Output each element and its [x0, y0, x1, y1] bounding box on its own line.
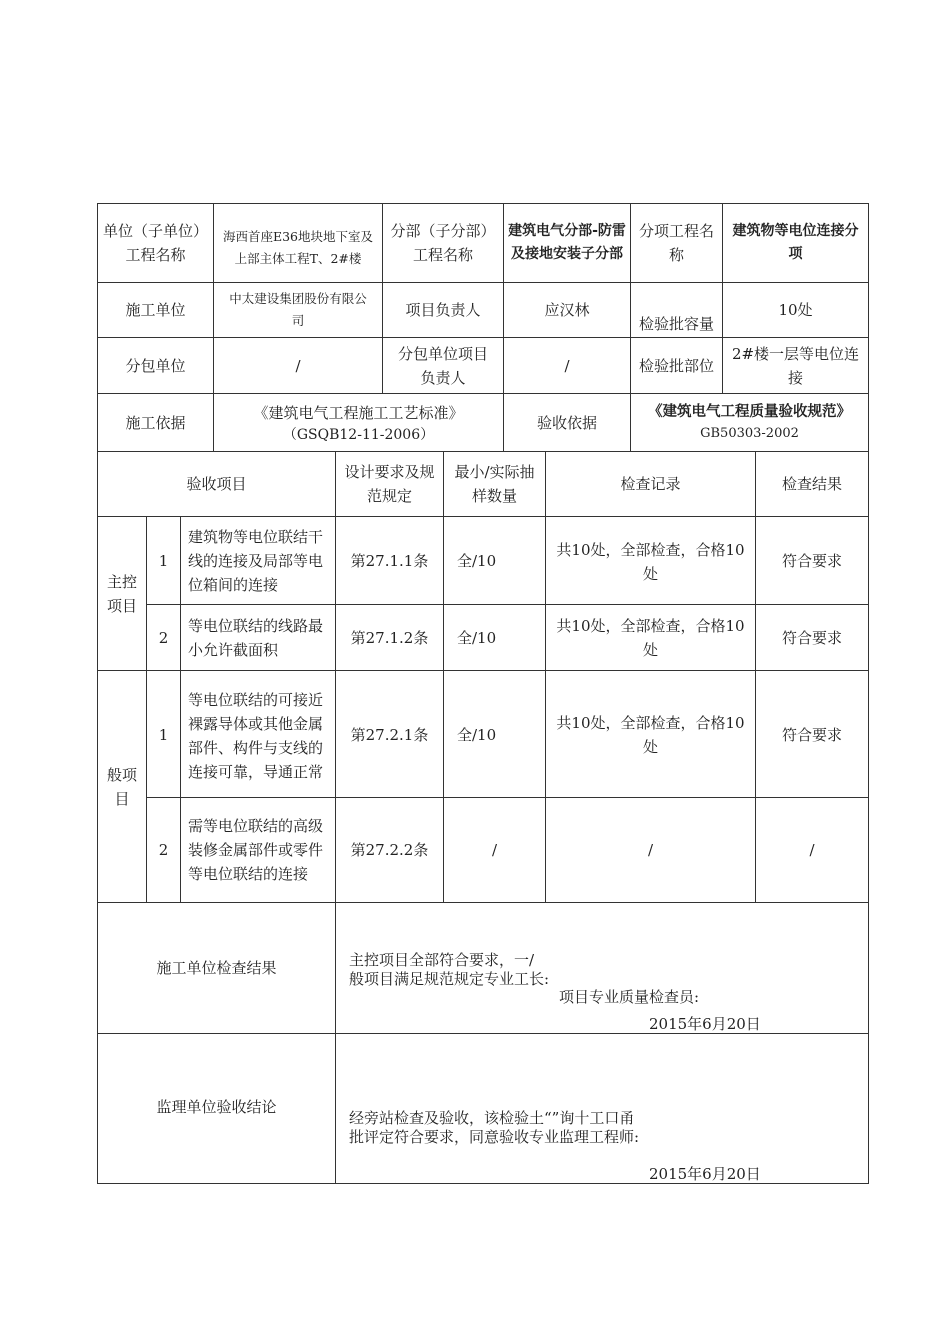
division-label: 分部（子分部）工程名称 — [390, 222, 496, 264]
supervision-date: 2015年6月20日 — [649, 1165, 761, 1183]
row-clause: 第27.1.1条 — [350, 551, 429, 570]
row-record: / — [647, 841, 654, 859]
row-number: 1 — [158, 551, 169, 570]
row-sample: 全/10 — [457, 551, 497, 570]
row-number: 2 — [158, 841, 169, 859]
supervision-line2: 批评定符合要求，同意验收专业监理工程师: — [349, 1128, 640, 1146]
row-sample: 全/10 — [457, 726, 497, 744]
grid-line — [335, 902, 336, 1184]
supervision-label: 监理单位验收结论 — [156, 1097, 277, 1116]
construction-check-label: 施工单位检查结果 — [156, 959, 277, 977]
col-design-header: 设计要求及规范规定 — [344, 463, 435, 505]
row-description: 需等电位联结的高级装修金属部件或零件等电位联结的连接 — [188, 817, 324, 883]
construction-check-line1: 主控项目全部符合要求，一/ — [349, 951, 535, 969]
row-clause: 第27.1.2条 — [350, 628, 429, 647]
basis-value: 《建筑电气工程施工工艺标准》 （GSQB12-11-2006） — [253, 403, 464, 443]
subitem-value: 建筑物等电位连接分项 — [732, 223, 859, 262]
row-sample: / — [491, 841, 498, 859]
table-border-right — [868, 203, 869, 1184]
row-clause: 第27.2.2条 — [350, 841, 429, 859]
row-result: 符合要求 — [781, 628, 842, 647]
unit-value: 海西首座E36地块地下室及上部主体工程T、2#楼 — [222, 229, 374, 266]
acceptance-value: 《建筑电气工程质量验收规范》 GB50303-2002 — [648, 404, 851, 441]
sub-label: 分包单位 — [125, 356, 186, 375]
row-description: 建筑物等电位联结干线的连接及局部等电位箱间的连接 — [188, 527, 324, 594]
row-description: 等电位联结的线路最小允许截面积 — [188, 616, 324, 659]
row-sample: 全/10 — [457, 628, 497, 647]
row-result: 符合要求 — [781, 551, 842, 570]
row-clause: 第27.2.1条 — [350, 726, 429, 744]
col-sample-header: 最小/实际抽样数量 — [454, 463, 535, 505]
pm-value: 应汉林 — [544, 301, 590, 319]
row-number: 2 — [158, 628, 169, 647]
row-result: / — [809, 841, 815, 859]
construction-check-line2: 般项目满足规范规定专业工长: — [349, 970, 550, 988]
row-description: 等电位联结的可接近裸露导体或其他金属部件、构件与支线的连接可靠，导通正常 — [188, 691, 324, 781]
row-record: 共10处，全部检查，合格10处 — [556, 617, 745, 659]
row-number: 1 — [158, 726, 169, 744]
sub-pm-value: / — [564, 356, 570, 375]
contractor-label: 施工单位 — [125, 301, 186, 319]
location-label: 检验批部位 — [638, 356, 714, 375]
row-record: 共10处，全部检查，合格10处 — [556, 541, 745, 583]
sub-pm-label: 分包单位项目负责人 — [397, 344, 488, 387]
sub-value: / — [295, 356, 301, 375]
acceptance-label: 验收依据 — [536, 413, 597, 432]
location-value: 2#楼一层等电位连接 — [731, 344, 860, 387]
col-result-header: 检查结果 — [781, 475, 842, 493]
supervision-line1: 经旁站检查及验收，该检验土“”询十工口甬 — [349, 1109, 635, 1127]
contractor-value: 中太建设集团股份有限公司 — [229, 291, 367, 328]
col-item-header: 验收项目 — [186, 475, 247, 493]
col-record-header: 检查记录 — [620, 475, 681, 493]
construction-check-date: 2015年6月20日 — [649, 1015, 761, 1033]
unit-label: 单位（子单位）工程名称 — [102, 222, 208, 264]
general-group-label: 般项目 — [106, 765, 137, 808]
main-control-group-label: 主控项目 — [106, 572, 137, 615]
pm-label: 项目负责人 — [405, 301, 481, 319]
quality-inspector-label: 项目专业质量检查员: — [559, 988, 700, 1006]
row-result: 符合要求 — [781, 726, 842, 744]
subitem-label: 分项工程名称 — [638, 222, 714, 264]
division-value: 建筑电气分部-防雷及接地安装子分部 — [508, 223, 626, 262]
capacity-label: 检验批容量 — [638, 315, 714, 333]
row-record: 共10处，全部检查，合格10处 — [556, 714, 745, 756]
capacity-value: 10处 — [778, 301, 813, 319]
basis-label: 施工依据 — [125, 413, 186, 432]
